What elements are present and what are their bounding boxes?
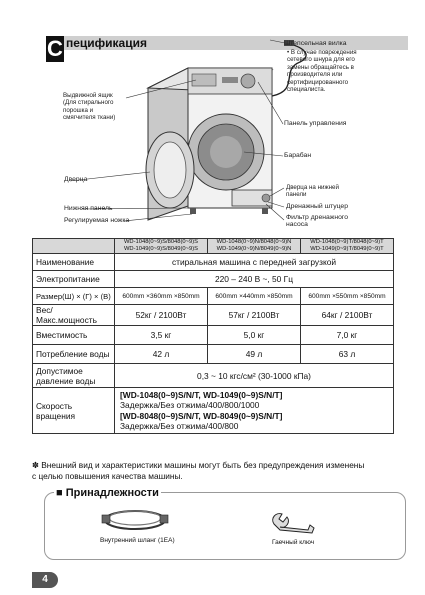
spec-table: [32, 238, 394, 434]
power-value: 220 – 240 В ~, 50 Гц: [115, 271, 394, 288]
size-value-t: 600mm ×550mm ×850mm: [301, 288, 394, 305]
row-label-weight: Вес/Макс.мощность: [33, 305, 115, 326]
table-row: [33, 364, 394, 388]
label-power-plug: Штепсельная вилка: [284, 40, 347, 47]
water-value-t: 63 л: [301, 345, 394, 364]
label-drain-filter: Фильтр дренажного насоса: [286, 214, 348, 229]
row-label-spin: Скорость вращения: [33, 388, 115, 434]
model-header-t: WD-1048(0~9)T/8048(0~9)T WD-1049(0~9)T/8049(0~9)T: [301, 239, 394, 254]
model-header-n: WD-1048(0~9)N/8048(0~9)N WD-1049(0~9)N/8049(0~9)N: [208, 239, 301, 254]
hose-icon: [100, 505, 170, 533]
model-header-s: WD-1048(0~9)S/8048(0~9)S WD-1049(0~9)S/8049(0~9)S: [115, 239, 208, 254]
row-label-pressure: Допустимое давление воды: [33, 364, 115, 388]
label-lower-panel-door: Дверца на нижней панели: [286, 184, 339, 199]
pressure-value: 0,3 ~ 10 кгс/см² (30-1000 кПа): [115, 364, 394, 388]
spin-speeds-1: Задержка/Без отжима/400/800/1000: [120, 400, 260, 411]
section-initial: С: [47, 36, 63, 61]
capacity-value-n: 5,0 кг: [208, 326, 301, 345]
spin-model-1: [WD-1048(0~9)S/N/T, WD-1049(0~9)S/N/T]: [120, 389, 283, 400]
spin-model-2: [WD-8048(0~9)S/N/T, WD-8049(0~9)S/N/T]: [120, 410, 283, 421]
size-value-s: 600mm ×360mm ×850mm: [115, 288, 208, 305]
page-title: пецификация: [66, 36, 147, 50]
wrench-label: Гаечный ключ: [272, 539, 315, 546]
label-adjustable-feet: Регулируемая ножка: [64, 217, 130, 224]
row-label-name: Наименование: [33, 254, 115, 271]
row-label-size: Размер(Ш) × (Г) × (В): [33, 288, 115, 305]
weight-value-s: 52кг / 2100Вт: [115, 305, 208, 326]
label-door: Дверца: [64, 176, 88, 183]
wrench-icon: [268, 508, 318, 536]
water-value-s: 42 л: [115, 345, 208, 364]
label-drum: Барабан: [284, 152, 312, 159]
model-header-row: [33, 239, 394, 254]
table-row: [33, 305, 394, 326]
weight-value-t: 64кг / 2100Вт: [301, 305, 394, 326]
spin-value: [115, 388, 394, 434]
table-row: [33, 326, 394, 345]
weight-value-n: 57кг / 2100Вт: [208, 305, 301, 326]
hose-label: Внутренний шланг (1ЕА): [100, 537, 175, 544]
table-row: [33, 388, 394, 434]
row-label-power: Электропитание: [33, 271, 115, 288]
row-label-water: Потребление воды: [33, 345, 115, 364]
capacity-value-s: 3,5 кг: [115, 326, 208, 345]
spin-speeds-2: Задержка/Без отжима/400/800: [120, 421, 239, 432]
table-row: [33, 288, 394, 305]
accessories-box: [44, 492, 406, 560]
page-number: 4: [32, 572, 58, 588]
label-drawer: Выдвижной ящик (Для стирального порошка и смягчителя ткани): [63, 92, 116, 122]
table-row: [33, 271, 394, 288]
label-lower-panel: Нижняя панель: [64, 205, 113, 212]
label-plug-note: • В случае повреждения сетевого шнура для его замены обращайтесь в производителя или сертифицированного специалиста.: [287, 49, 357, 94]
capacity-value-t: 7,0 кг: [301, 326, 394, 345]
label-drain-pipe: Дренажный штуцер: [286, 203, 348, 210]
specification-note: ✽ Внешний вид и характеристики машины могут быть без предупреждения изменены с целью повышения качества машины.: [32, 460, 365, 481]
name-value: стиральная машина с передней загрузкой: [115, 254, 394, 271]
label-control-panel: Панель управления: [284, 120, 347, 127]
table-row: [33, 345, 394, 364]
table-row: [33, 254, 394, 271]
size-value-n: 600mm ×440mm ×850mm: [208, 288, 301, 305]
water-value-n: 49 л: [208, 345, 301, 364]
accessories-title: ■ Принадлежности: [56, 487, 159, 499]
row-label-capacity: Вместимость: [33, 326, 115, 345]
